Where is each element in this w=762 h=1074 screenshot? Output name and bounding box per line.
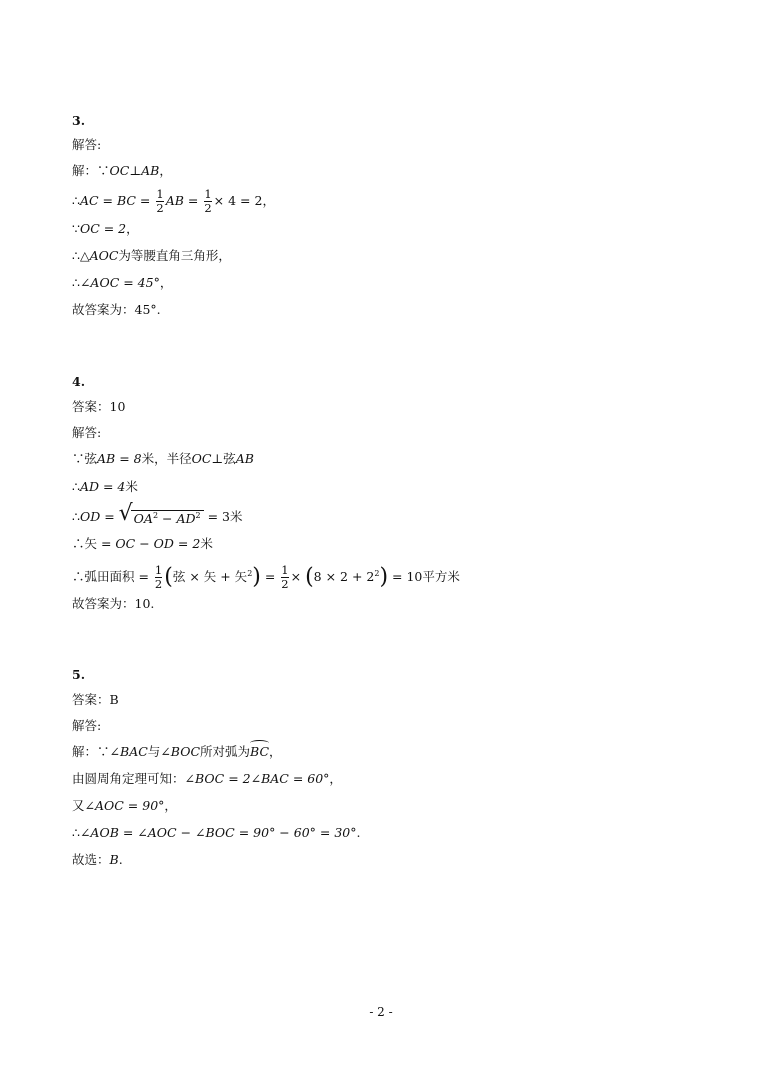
q4-solution-label: 解答: <box>72 425 102 440</box>
q4-line-2: ∴AD = 4米 <box>72 479 138 494</box>
q3-line-5: ∴∠AOC = 45°， <box>72 275 173 290</box>
q3-line-2: ∴AC = BC = $\frac{1}{2}$ AB = $\frac{1}{2}$ × 4 = 2， <box>72 187 275 215</box>
q4-answer-label: 答案：10 <box>72 399 126 414</box>
q4-line-1: ∵弦AB = 8米，半径OC⊥弦AB <box>72 451 254 466</box>
q5-answer-label: 答案：B <box>72 692 119 707</box>
q3-line-3: ∵OC = 2， <box>72 221 139 236</box>
page-number: - 2 - <box>369 1005 393 1019</box>
q4-number: 4. <box>72 374 86 389</box>
q5-line-4: ∴∠AOB = ∠AOC − ∠BOC = 90° − 60° = 30°. <box>72 825 361 840</box>
q5-line-5: 故选：B. <box>72 852 123 867</box>
q4-answer: 故答案为：10. <box>72 596 155 611</box>
q4-line-5: ∴弧田面积 = $\frac{1}{2}$ (弦 × 矢 + 矢$^2$) = $\frac{1}{2}$ × $(8 \times 2 + 2^2) = 10$平方米 <box>72 563 460 591</box>
q4-line-3: ∴OD = √ $OA^2 - AD^2 = 3$米 <box>72 501 243 527</box>
q5-line-3: 又∠AOC = 90°， <box>72 798 177 813</box>
q3-number: 3. <box>72 113 86 128</box>
q3-answer: 故答案为：45°. <box>72 302 161 317</box>
q3-solution-label: 解答: <box>72 137 102 152</box>
q5-line-2: 由圆周角定理可知：∠BOC = 2∠BAC = 60°， <box>72 771 342 786</box>
q5-line-1: 解：∵∠BAC与∠BOC所对弧为BC， <box>72 744 282 759</box>
q5-number: 5. <box>72 667 86 682</box>
q3-line-4: ∴△AOC为等腰直角三角形， <box>72 248 231 263</box>
q4-line-4: ∴矢 = OC − OD = 2米 <box>72 536 213 551</box>
arc-bc: BC <box>250 744 270 759</box>
q5-solution-label: 解答: <box>72 718 102 733</box>
q3-line-1: 解：∵OC⊥AB， <box>72 163 172 178</box>
